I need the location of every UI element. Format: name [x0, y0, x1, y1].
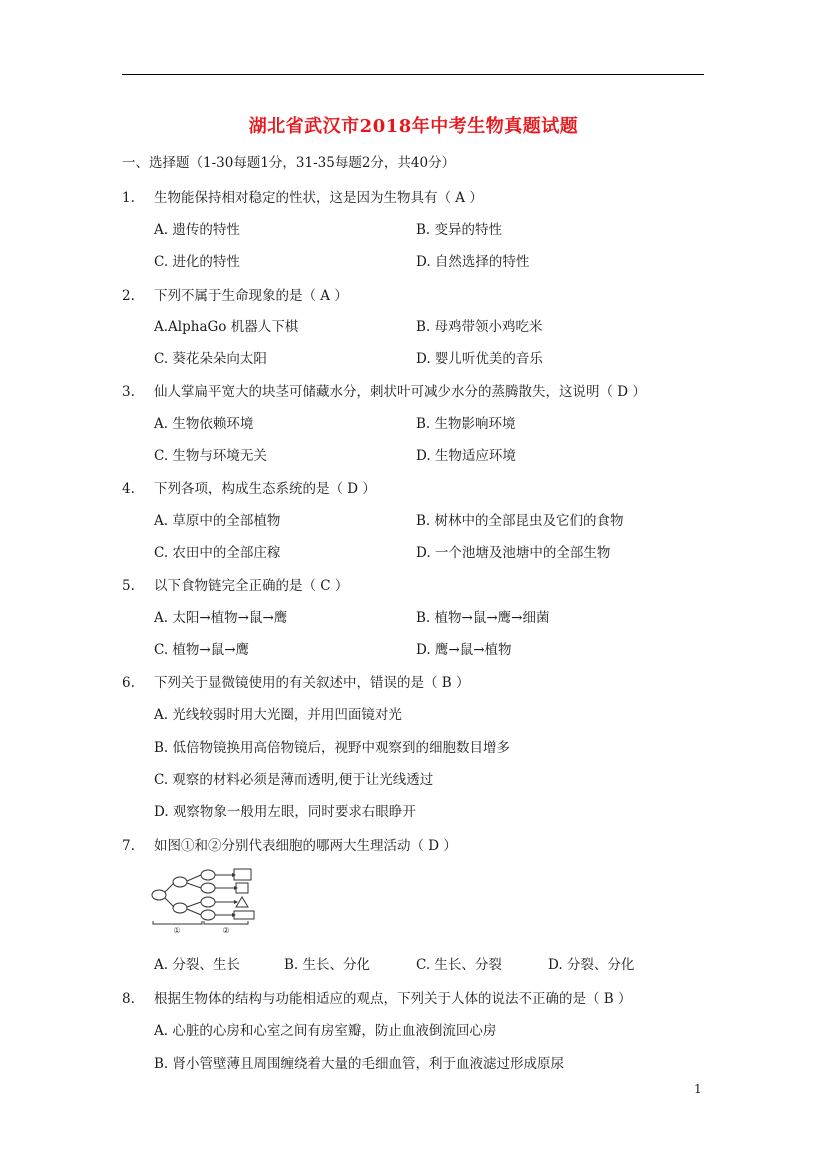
option-b: B. 变异的特性 — [416, 222, 503, 238]
question-number: 5. — [122, 578, 135, 594]
question-number: 7. — [122, 838, 135, 854]
option-b: B. 肾小管壁薄且周围缠绕着大量的毛细血管，利于血液滤过形成原尿 — [154, 1056, 565, 1072]
page-number: 1 — [694, 1082, 702, 1096]
page-title: 湖北省武汉市2018年中考生物真题试题 — [248, 116, 579, 137]
option-c: C. 农田中的全部庄稼 — [154, 545, 281, 561]
question-3 — [122, 380, 646, 400]
option-a: A.AlphaGo 机器人下棋 — [154, 319, 299, 335]
option-b: B. 生长、分化 — [284, 957, 371, 973]
question-stem: 仙人掌扁平宽大的块茎可储藏水分，刺状叶可减少水分的蒸腾散失，这说明（ D ） — [154, 384, 646, 400]
option-d: D. 生物适应环境 — [416, 448, 516, 464]
question-number: 8. — [122, 991, 135, 1007]
option-b: B. 低倍物镜换用高倍物镜后，视野中观察到的细胞数目增多 — [154, 740, 511, 756]
question-stem: 下列关于显微镜使用的有关叙述中，错误的是（ B ） — [154, 675, 470, 691]
option-c: C. 葵花朵朵向太阳 — [154, 351, 267, 367]
label-2: ② — [222, 926, 230, 934]
option-b: B. 植物→鼠→鹰→细菌 — [416, 610, 550, 626]
question-stem: 下列各项，构成生态系统的是（ D ） — [154, 481, 376, 497]
option-b: B. 生物影响环境 — [416, 416, 516, 432]
option-c: C. 植物→鼠→鹰 — [154, 642, 250, 658]
option-d: D. 自然选择的特性 — [416, 254, 530, 270]
option-d: D. 观察物象一般用左眼，同时要求右眼睁开 — [154, 804, 416, 820]
label-1: ① — [173, 926, 181, 934]
section-heading: 一、选择题（1-30每题1分，31-35每题2分，共40分） — [122, 155, 456, 171]
option-a: A. 生物依赖环境 — [154, 416, 254, 432]
option-d: D. 鹰→鼠→植物 — [416, 642, 512, 658]
question-stem: 下列不属于生命现象的是（ A ） — [154, 288, 348, 304]
header-rule — [122, 74, 704, 75]
question-stem: 根据生物体的结构与功能相适应的观点，下列关于人体的说法不正确的是（ B ） — [154, 991, 632, 1007]
question-2 — [122, 284, 348, 304]
option-b: B. 母鸡带领小鸡吃米 — [416, 319, 543, 335]
option-a: A. 心脏的心房和心室之间有房室瓣，防止血液倒流回心房 — [154, 1023, 497, 1039]
question-1 — [122, 186, 483, 206]
option-a: A. 光线较弱时用大光圈，并用凹面镜对光 — [154, 707, 402, 723]
question-number: 1. — [122, 190, 135, 206]
option-c: C. 生物与环境无关 — [154, 448, 267, 464]
option-c: C. 生长、分裂 — [416, 957, 502, 973]
option-c: C. 观察的材料必须是薄而透明,便于让光线透过 — [154, 772, 434, 788]
option-a: A. 遗传的特性 — [154, 222, 240, 238]
question-6 — [122, 671, 470, 691]
option-a: A. 太阳→植物→鼠→鹰 — [154, 610, 288, 626]
option-d: D. 婴儿听优美的音乐 — [416, 351, 543, 367]
question-stem: 以下食物链完全正确的是（ C ） — [154, 578, 349, 594]
question-stem: 如图①和②分别代表细胞的哪两大生理活动（ D ） — [154, 838, 457, 854]
option-d: D. 分裂、分化 — [548, 957, 635, 973]
question-number: 6. — [122, 675, 135, 691]
question-5 — [122, 574, 348, 594]
option-a: A. 草原中的全部植物 — [154, 513, 281, 529]
option-a: A. 分裂、生长 — [154, 957, 240, 973]
question-number: 4. — [122, 481, 135, 497]
cell-division-diagram — [150, 866, 275, 934]
option-d: D. 一个池塘及池塘中的全部生物 — [416, 545, 611, 561]
option-c: C. 进化的特性 — [154, 254, 240, 270]
question-8 — [122, 987, 632, 1007]
question-stem: 生物能保持相对稳定的性状，这是因为生物具有（ A ） — [154, 190, 483, 206]
question-4 — [122, 477, 376, 497]
question-7 — [122, 834, 457, 854]
question-number: 2. — [122, 288, 135, 304]
option-b: B. 树林中的全部昆虫及它们的食物 — [416, 513, 624, 529]
question-number: 3. — [122, 384, 135, 400]
